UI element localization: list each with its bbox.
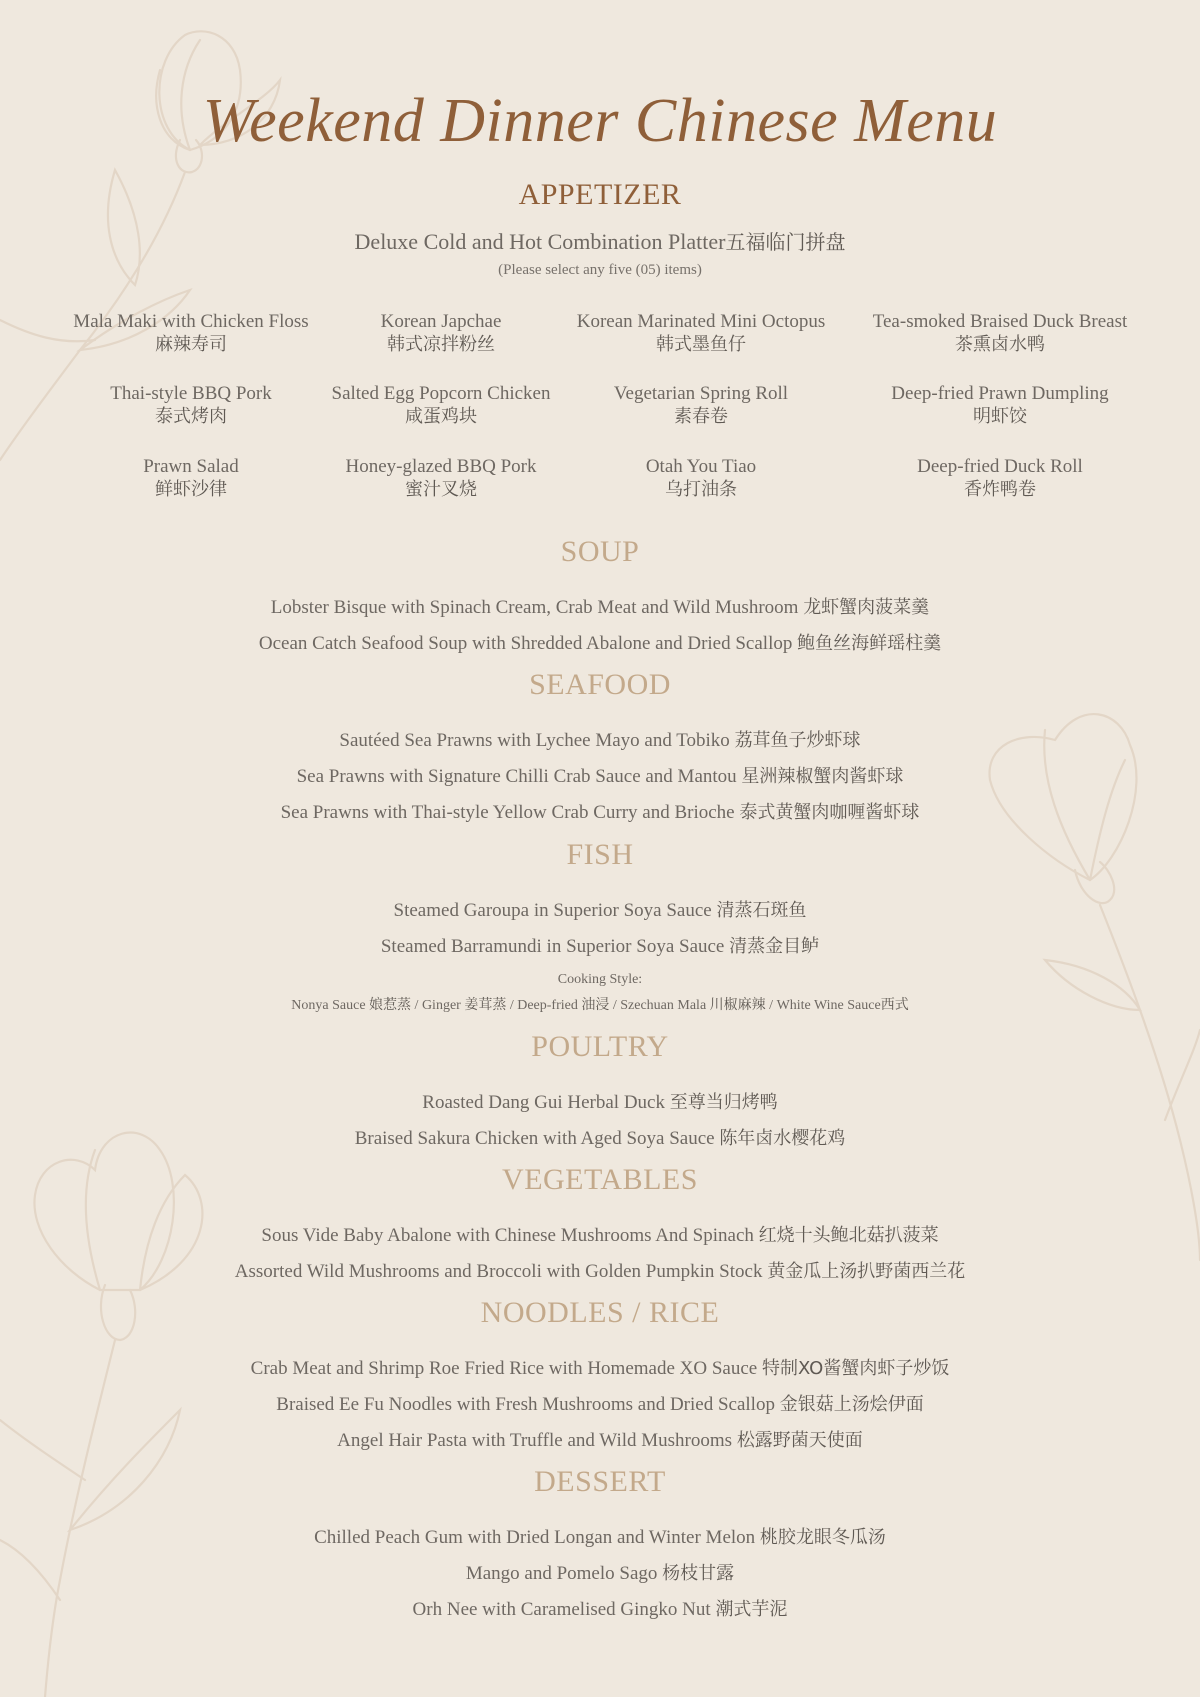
appetizer-item [850, 310, 1150, 356]
menu-item-en: Sea Prawns with Thai-style Yellow Crab Curry and Brioche [280, 802, 735, 823]
cooking-style-zh: 姜茸蒸 [464, 997, 507, 1013]
menu-item [0, 1390, 1200, 1416]
menu-item-zh: 龙虾蟹肉菠菜羹 [803, 597, 930, 618]
section-heading-seafood: SEAFOOD [529, 668, 671, 701]
menu-item [0, 629, 1200, 655]
appetizer-item-zh: 鲜虾沙律 [155, 479, 227, 500]
appetizer-item-en: Korean Japchae [380, 311, 502, 332]
cooking-style-zh: 川椒麻辣 [709, 997, 766, 1013]
appetizer-item-zh: 茶熏卤水鸭 [955, 334, 1045, 355]
appetizer-item-en: Korean Marinated Mini Octopus [576, 311, 826, 332]
appetizer-item [551, 455, 851, 501]
menu-item-zh: 特制XO酱蟹肉虾子炒饭 [761, 1358, 950, 1379]
menu-item-en: Steamed Garoupa in Superior Soya Sauce [393, 900, 712, 921]
menu-item [0, 1559, 1200, 1585]
menu-item [0, 762, 1200, 788]
menu-item [0, 593, 1200, 619]
menu-item-en: Roasted Dang Gui Herbal Duck [422, 1092, 665, 1113]
appetizer-item-en: Tea-smoked Braised Duck Breast [872, 311, 1128, 332]
menu-item-en: Braised Ee Fu Noodles with Fresh Mushrooms and Dried Scallop [276, 1394, 775, 1415]
menu-item [0, 932, 1200, 958]
appetizer-item-zh: 明虾饺 [973, 406, 1027, 427]
menu-item-en: Sautéed Sea Prawns with Lychee Mayo and Tobiko [339, 730, 730, 751]
section-heading-soup: SOUP [560, 535, 640, 568]
appetizer-item-en: Mala Maki with Chicken Floss [73, 311, 309, 332]
appetizer-item-en: Vegetarian Spring Roll [613, 383, 789, 404]
appetizer-item [291, 310, 591, 356]
menu-item-en: Orh Nee with Caramelised Gingko Nut [412, 1599, 711, 1620]
menu-item-en: Crab Meat and Shrimp Roe Fried Rice with Homemade XO Sauce [250, 1358, 758, 1379]
cooking-style-en: Nonya Sauce [291, 998, 366, 1013]
cooking-style-list [0, 994, 1200, 1014]
menu-item [0, 1426, 1200, 1452]
menu-item-en: Assorted Wild Mushrooms and Broccoli with Golden Pumpkin Stock [234, 1261, 763, 1282]
appetizer-item-en: Salted Egg Popcorn Chicken [331, 383, 551, 404]
appetizer-item-zh: 韩式墨鱼仔 [656, 334, 746, 355]
menu-item-zh: 黄金瓜上汤扒野菌西兰花 [767, 1261, 966, 1282]
cooking-style-en: White Wine Sauce [776, 998, 881, 1013]
separator: / [612, 998, 617, 1013]
menu-item-zh: 泰式黄蟹肉咖喱酱虾球 [739, 802, 920, 823]
menu-item-zh: 松露野菌天使面 [736, 1430, 863, 1451]
appetizer-item [291, 382, 591, 428]
appetizer-item [291, 455, 591, 501]
cooking-style-zh: 娘惹蒸 [369, 997, 412, 1013]
menu-item [0, 1523, 1200, 1549]
menu-item-zh: 红烧十头鲍北菇扒菠菜 [758, 1225, 939, 1246]
menu-item-zh: 星洲辣椒蟹肉酱虾球 [741, 766, 904, 787]
appetizer-item-en: Deep-fried Duck Roll [917, 456, 1083, 477]
appetizer-item [850, 455, 1150, 501]
menu-item [0, 896, 1200, 922]
appetizer-item-en: Otah You Tiao [645, 456, 757, 477]
menu-title: Weekend Dinner Chinese Menu [202, 87, 998, 155]
menu-item [0, 798, 1200, 824]
menu-item-zh: 潮式芋泥 [715, 1599, 788, 1620]
separator: / [769, 998, 774, 1013]
menu-item-en: Chilled Peach Gum with Dried Longan and Winter Melon [314, 1527, 756, 1548]
menu-item-zh: 至尊当归烤鸭 [669, 1092, 778, 1113]
appetizer-item-en: Honey-glazed BBQ Pork [345, 456, 537, 477]
menu-item-zh: 清蒸石斑鱼 [716, 900, 807, 921]
cooking-style-zh: 油浸 [581, 997, 610, 1013]
platter-name-zh: 五福临门拼盘 [725, 230, 846, 254]
menu-item-zh: 清蒸金目鲈 [729, 936, 820, 957]
appetizer-item [551, 310, 851, 356]
menu-item [0, 1354, 1200, 1380]
cooking-style-en: Deep-fried [517, 998, 578, 1013]
menu-item-zh: 荔茸鱼子炒虾球 [734, 730, 861, 751]
section-heading-noodles-rice: NOODLES / RICE [480, 1296, 720, 1329]
menu-item [0, 1124, 1200, 1150]
appetizer-item-zh: 香炸鸭卷 [964, 479, 1036, 500]
appetizer-item-zh: 蜜汁叉烧 [405, 479, 477, 500]
appetizer-item-en: Deep-fried Prawn Dumpling [891, 383, 1109, 404]
menu-item [0, 1221, 1200, 1247]
appetizer-item-zh: 麻辣寿司 [155, 334, 227, 355]
section-heading-dessert: DESSERT [534, 1465, 666, 1498]
appetizer-item-zh: 泰式烤肉 [155, 406, 227, 427]
separator: / [414, 998, 419, 1013]
cooking-style-en: Ginger [421, 998, 461, 1013]
section-heading-fish: FISH [566, 838, 634, 871]
menu-item-zh: 鲍鱼丝海鲜瑶柱羹 [797, 633, 942, 654]
appetizer-item [850, 382, 1150, 428]
appetizer-item-en: Prawn Salad [143, 456, 239, 477]
section-heading-vegetables: VEGETABLES [502, 1163, 698, 1196]
menu-item-zh: 桃胶龙眼冬瓜汤 [759, 1527, 886, 1548]
menu-item [0, 1088, 1200, 1114]
menu-item-en: Angel Hair Pasta with Truffle and Wild Mushrooms [337, 1430, 733, 1451]
appetizer-item-zh: 素春卷 [674, 406, 728, 427]
menu-item-en: Sous Vide Baby Abalone with Chinese Mushrooms And Spinach [261, 1225, 754, 1246]
appetizer-item-zh: 韩式凉拌粉丝 [387, 334, 495, 355]
menu-item-en: Mango and Pomelo Sago [465, 1563, 658, 1584]
cooking-style-en: Szechuan Mala [620, 998, 707, 1013]
cooking-style-zh: 西式 [880, 997, 909, 1013]
platter-line [0, 226, 1200, 255]
appetizer-item-en: Thai-style BBQ Pork [110, 383, 272, 404]
platter-note: (Please select any five (05) items) [498, 262, 702, 278]
separator: / [509, 998, 514, 1013]
menu-item-en: Sea Prawns with Signature Chilli Crab Sauce and Mantou [296, 766, 737, 787]
appetizer-item-zh: 咸蛋鸡块 [405, 406, 477, 427]
section-heading-poultry: POULTRY [531, 1030, 669, 1063]
menu-item-zh: 杨枝甘露 [662, 1563, 735, 1584]
platter-name-en: Deluxe Cold and Hot Combination Platter [354, 229, 726, 254]
menu-item-en: Braised Sakura Chicken with Aged Soya Sauce [354, 1128, 715, 1149]
appetizer-item [551, 382, 851, 428]
menu-item-en: Steamed Barramundi in Superior Soya Sauce [380, 936, 725, 957]
appetizer-item-zh: 乌打油条 [665, 479, 737, 500]
menu-item-zh: 陈年卤水樱花鸡 [719, 1128, 846, 1149]
menu-item-zh: 金银菇上汤烩伊面 [779, 1394, 924, 1415]
menu-item-en: Ocean Catch Seafood Soup with Shredded Abalone and Dried Scallop [258, 633, 793, 654]
menu-item [0, 1595, 1200, 1621]
section-heading-appetizer: APPETIZER [518, 178, 682, 211]
menu-item [0, 726, 1200, 752]
cooking-style-label: Cooking Style: [557, 972, 643, 987]
menu-item-en: Lobster Bisque with Spinach Cream, Crab Meat and Wild Mushroom [270, 597, 799, 618]
menu-item [0, 1257, 1200, 1283]
